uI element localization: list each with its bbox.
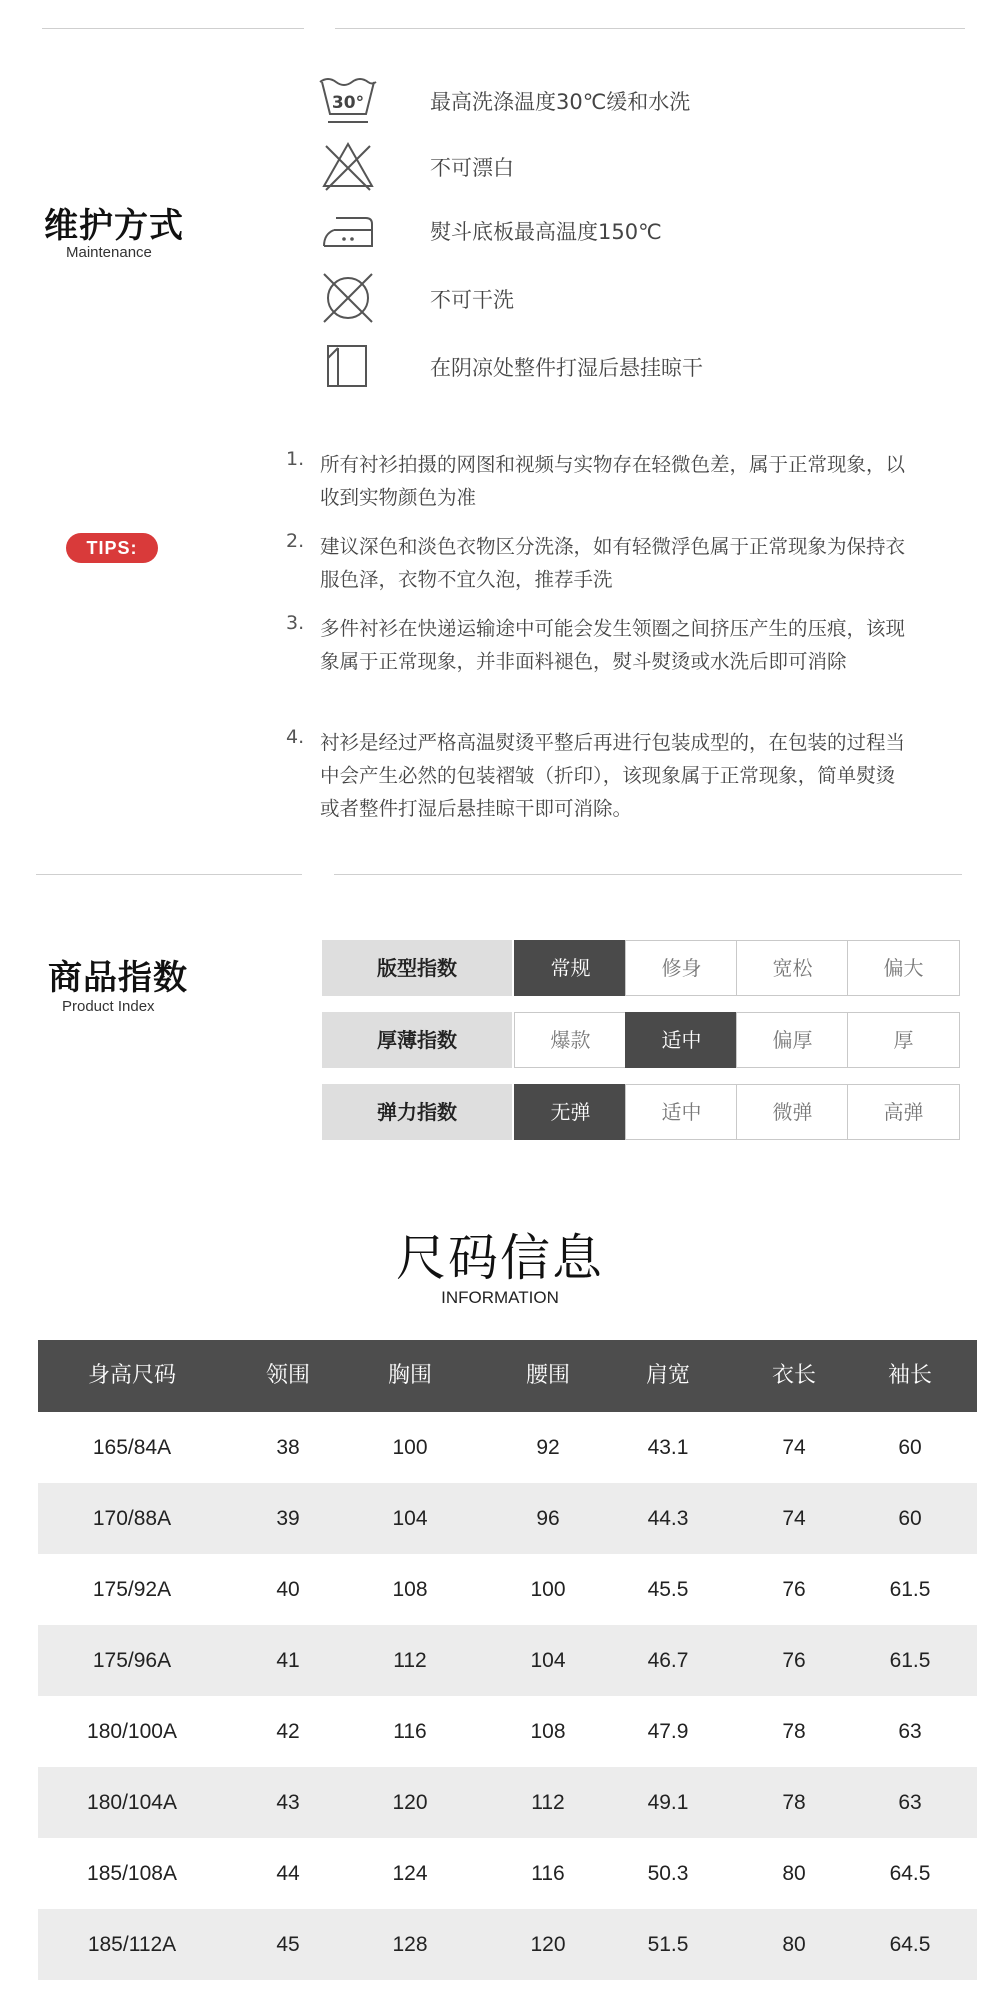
care-text: 不可干洗: [430, 288, 514, 312]
index-label: 弹力指数: [322, 1084, 512, 1140]
care-item-dryclean: [316, 268, 956, 330]
index-option: 高弹: [847, 1084, 960, 1140]
table-cell: 43: [276, 1791, 300, 1814]
index-option: 偏厚: [736, 1012, 849, 1068]
table-cell: 51.5: [647, 1933, 689, 1956]
size-table-header: [38, 1340, 977, 1412]
table-cell: 180/104A: [87, 1791, 177, 1814]
maintenance-subtitle: Maintenance: [66, 244, 152, 261]
table-row: [38, 1625, 977, 1696]
index-option: 适中: [625, 1084, 738, 1140]
table-cell: 185/112A: [87, 1933, 177, 1956]
product-index-title: 商品指数: [48, 958, 188, 998]
tip-number: 4.: [286, 726, 305, 748]
table-cell: 38: [276, 1436, 300, 1459]
wash-30-icon: [316, 70, 380, 130]
divider-line: [42, 28, 304, 29]
table-row: [38, 1554, 977, 1625]
table-cell: 42: [276, 1720, 300, 1743]
index-option: 偏大: [847, 940, 960, 996]
table-cell: 100: [392, 1436, 428, 1459]
table-cell: 175/92A: [92, 1578, 172, 1601]
size-table: [38, 1340, 977, 1980]
divider-line: [335, 28, 965, 29]
no-bleach-icon: [316, 136, 380, 196]
header-cell: 腰围: [525, 1363, 571, 1388]
divider-line: [36, 874, 302, 875]
table-cell: 74: [782, 1507, 806, 1530]
table-cell: 46.7: [647, 1649, 689, 1672]
table-cell: 40: [276, 1578, 300, 1601]
table-cell: 50.3: [647, 1862, 689, 1885]
table-cell: 180/100A: [87, 1720, 177, 1743]
table-row: [38, 1483, 977, 1554]
care-item-dry: [316, 336, 956, 398]
table-cell: 41: [276, 1649, 300, 1672]
table-cell: 165/84A: [92, 1436, 172, 1459]
care-item-iron: [316, 200, 956, 262]
size-info-subtitle: INFORMATION: [441, 1288, 559, 1307]
table-cell: 47.9: [647, 1720, 689, 1743]
table-cell: 49.1: [647, 1791, 689, 1814]
header-cell: 胸围: [387, 1363, 433, 1388]
index-row-thickness: [322, 1012, 958, 1068]
tip-text: 多件衬衫在快递运输途中可能会发生领圈之间挤压产生的压痕，该现象属于正常现象，并非面料褪色，熨斗熨烫或水洗后即可消除: [320, 617, 906, 673]
table-cell: 78: [782, 1720, 806, 1743]
header-cell: 袖长: [887, 1363, 933, 1388]
product-index-subtitle: Product Index: [62, 998, 155, 1015]
table-cell: 61.5: [889, 1649, 931, 1672]
table-row: [38, 1412, 977, 1483]
table-cell: 76: [782, 1578, 806, 1601]
table-cell: 60: [898, 1507, 922, 1530]
index-option-selected: 常规: [514, 940, 627, 996]
maintenance-title: 维护方式: [44, 206, 184, 246]
table-cell: 63: [898, 1791, 922, 1814]
table-cell: 116: [393, 1720, 427, 1743]
table-cell: 45.5: [647, 1578, 689, 1601]
header-cell: 衣长: [771, 1363, 817, 1388]
care-text: 熨斗底板最高温度150℃: [430, 220, 662, 244]
table-cell: 74: [782, 1436, 806, 1459]
care-text: 最高洗涤温度30℃缓和水洗: [430, 90, 691, 114]
table-row: [38, 1767, 977, 1838]
index-option: 微弹: [736, 1084, 849, 1140]
index-option: 厚: [847, 1012, 960, 1068]
table-cell: 170/88A: [92, 1507, 172, 1530]
table-cell: 80: [782, 1862, 806, 1885]
index-option: 修身: [625, 940, 738, 996]
table-cell: 108: [392, 1578, 428, 1601]
table-cell: 76: [782, 1649, 806, 1672]
header-cell: 身高尺码: [87, 1363, 177, 1388]
table-cell: 112: [531, 1791, 565, 1814]
table-cell: 80: [782, 1933, 806, 1956]
table-cell: 100: [530, 1578, 566, 1601]
tips-badge: TIPS:: [66, 533, 158, 563]
tip-text: 所有衬衫拍摄的网图和视频与实物存在轻微色差，属于正常现象，以收到实物颜色为准: [320, 453, 906, 509]
table-cell: 104: [530, 1649, 566, 1672]
index-option-selected: 无弹: [514, 1084, 627, 1140]
table-cell: 78: [782, 1791, 806, 1814]
table-cell: 63: [898, 1720, 922, 1743]
table-cell: 43.1: [647, 1436, 689, 1459]
table-row: [38, 1696, 977, 1767]
table-cell: 124: [392, 1862, 428, 1885]
table-row: [38, 1909, 977, 1980]
table-cell: 44.3: [647, 1507, 689, 1530]
table-cell: 96: [536, 1507, 560, 1530]
table-cell: 108: [530, 1720, 566, 1743]
table-cell: 112: [393, 1649, 427, 1672]
table-cell: 185/108A: [87, 1862, 177, 1885]
care-item-bleach: [316, 136, 956, 198]
shade-dry-icon: [316, 336, 380, 396]
table-cell: 64.5: [889, 1933, 931, 1956]
table-cell: 45: [276, 1933, 300, 1956]
index-row-elasticity: [322, 1084, 958, 1140]
table-cell: 39: [276, 1507, 300, 1530]
size-info-title: 尺码信息: [396, 1229, 604, 1287]
table-cell: 116: [531, 1862, 565, 1885]
header-cell: 领围: [265, 1363, 311, 1388]
table-cell: 92: [536, 1436, 560, 1459]
divider-line: [334, 874, 962, 875]
care-text: 不可漂白: [430, 156, 514, 180]
table-cell: 104: [392, 1507, 428, 1530]
index-row-fit: [322, 940, 958, 996]
table-row: [38, 1838, 977, 1909]
table-cell: 61.5: [889, 1578, 931, 1601]
table-cell: 175/96A: [92, 1649, 172, 1672]
no-dry-clean-icon: [316, 268, 380, 328]
index-label: 厚薄指数: [322, 1012, 512, 1068]
table-cell: 120: [392, 1791, 428, 1814]
tip-number: 3.: [286, 612, 305, 634]
table-cell: 44: [276, 1862, 300, 1885]
table-cell: 120: [530, 1933, 566, 1956]
table-cell: 60: [898, 1436, 922, 1459]
svg-text:30°: 30°: [331, 93, 365, 113]
iron-icon: [316, 200, 380, 260]
tip-text: 建议深色和淡色衣物区分洗涤，如有轻微浮色属于正常现象为保持衣服色泽，衣物不宜久泡，推荐手洗: [320, 535, 906, 591]
tip-number: 1.: [286, 448, 305, 470]
index-option: 爆款: [514, 1012, 627, 1068]
index-option-selected: 适中: [625, 1012, 738, 1068]
table-cell: 128: [392, 1933, 428, 1956]
header-cell: 肩宽: [645, 1363, 691, 1388]
care-item-wash: [316, 70, 956, 132]
index-label: 版型指数: [322, 940, 512, 996]
tip-number: 2.: [286, 530, 305, 552]
index-option: 宽松: [736, 940, 849, 996]
care-text: 在阴凉处整件打湿后悬挂晾干: [430, 356, 703, 380]
tip-text: 衬衫是经过严格高温熨烫平整后再进行包装成型的，在包装的过程当中会产生必然的包装褶皱（折印），该现象属于正常现象，简单熨烫或者整件打湿后悬挂晾干即可消除。: [320, 731, 906, 820]
table-cell: 64.5: [889, 1862, 931, 1885]
